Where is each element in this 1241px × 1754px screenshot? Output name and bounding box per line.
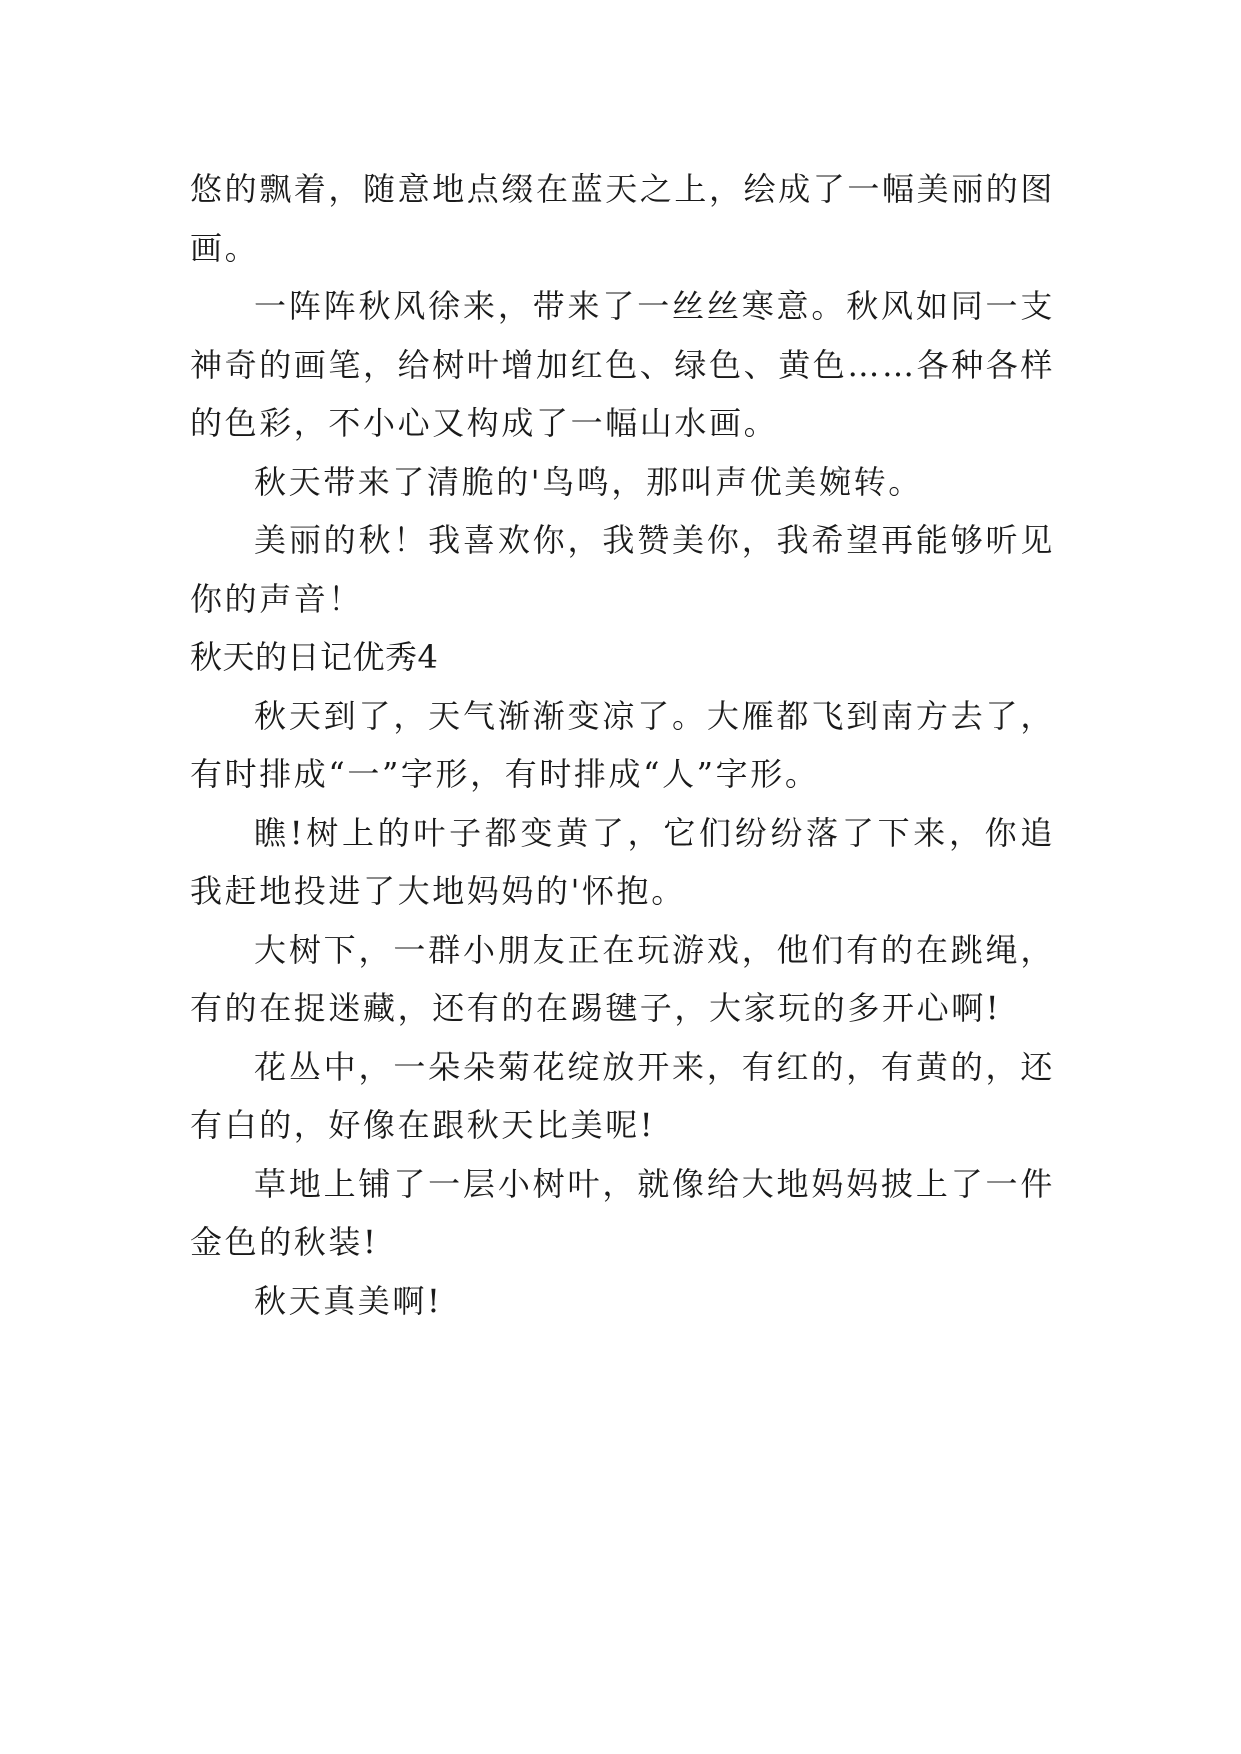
paragraph: 秋天到了，天气渐渐变凉了。大雁都飞到南方去了，有时排成“一”字形，有时排成“人”字形。 — [190, 696, 1055, 793]
paragraph: 美丽的秋！我喜欢你，我赞美你，我希望再能够听见你的声音！ — [190, 521, 1055, 618]
paragraph: 花丛中，一朵朵菊花绽放开来，有红的，有黄的，还有白的，好像在跟秋天比美呢! — [190, 1047, 1055, 1144]
paragraph: 秋天真美啊! — [254, 1281, 443, 1320]
paragraph: 瞧!树上的叶子都变黄了，它们纷纷落了下来，你追我赶地投进了大地妈妈的'怀抱。 — [190, 813, 1055, 910]
document-body — [190, 160, 1055, 1330]
paragraph: 大树下，一群小朋友正在玩游戏，他们有的在跳绳，有的在捉迷藏，还有的在踢毽子，大家玩的多开心啊! — [190, 930, 1055, 1027]
paragraph-continued: 悠的飘着，随意地点缀在蓝天之上，绘成了一幅美丽的图画。 — [190, 170, 1056, 267]
paragraph: 秋天带来了清脆的'鸟鸣，那叫声优美婉转。 — [254, 462, 923, 501]
section-heading: 秋天的日记优秀4 — [190, 638, 439, 676]
paragraph: 草地上铺了一层小树叶，就像给大地妈妈披上了一件金色的秋装! — [190, 1164, 1055, 1261]
paragraph: 一阵阵秋风徐来，带来了一丝丝寒意。秋风如同一支神奇的画笔，给树叶增加红色、绿色、黄色……各种各样的色彩，不小心又构成了一幅山水画。 — [190, 287, 1056, 442]
